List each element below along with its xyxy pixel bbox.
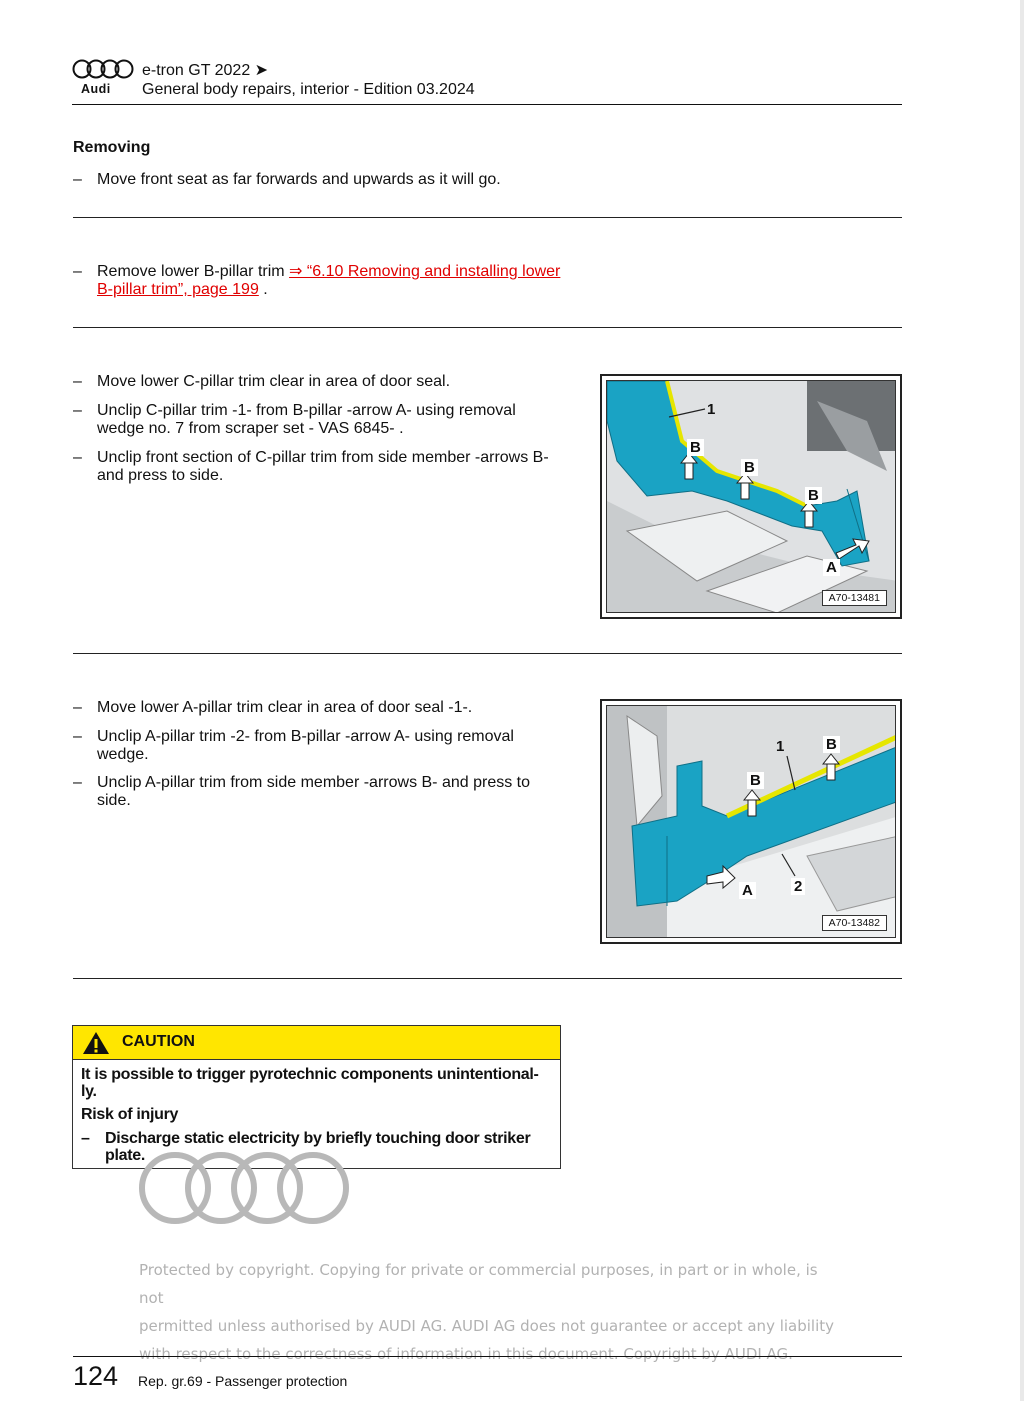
dash: – [81,1130,90,1147]
section-title: Removing [73,139,151,156]
step-text: Unclip A-pillar trim -2- from B-pillar -arrow A- using removal wedge. [97,728,514,763]
illustration-a-pillar [607,706,896,938]
warning-triangle-icon [82,1031,110,1055]
step-text [97,263,567,299]
callout-b: B [687,439,704,456]
callout-1: 1 [776,738,785,755]
caution-step-text: Discharge static electricity by briefly touching door striker plate. [105,1130,531,1164]
copyright-line: permitted unless authorised by AUDI AG. AUDI AG does not guarantee or accept any liability [139,1317,835,1335]
step-text: Unclip front section of C-pillar trim from side member -arrows B- and press to side. [97,449,549,484]
audi-rings-watermark [138,1150,358,1228]
caution-warning: It is possible to trigger pyrotechnic components unintentional-ly. [81,1066,539,1100]
separator [73,217,902,218]
copyright-notice [139,1256,839,1368]
callout-2: 2 [791,878,805,895]
dash: – [73,728,82,745]
callout-a: A [823,559,840,576]
figure-c-pillar-trim [600,374,902,619]
audi-wordmark: Audi [81,82,111,96]
figure-image [606,705,896,938]
dash: – [73,402,82,419]
page-edge [1020,0,1024,1401]
callout-a: A [739,882,756,899]
page-number: 124 [73,1361,119,1391]
callout-b: B [805,487,822,504]
step-text: Unclip A-pillar trim from side member -arrows B- and press to side. [97,774,531,809]
step-text-suffix: . [258,281,268,298]
illustration-c-pillar [607,381,896,613]
figure-image [606,380,896,613]
chapter-title: Rep. gr.69 - Passenger protection [138,1373,348,1389]
caution-body [81,1066,551,1164]
footer-rule [73,1356,902,1357]
copyright-line: with respect to the correctness of information in this document. Copyright by AUDI AG. [139,1345,793,1363]
figure-code: A70-13481 [822,590,887,606]
audi-rings-logo [72,58,134,82]
step-text-prefix: Remove lower B-pillar trim [97,263,290,280]
callout-b: B [823,736,840,753]
caution-header [73,1026,560,1060]
caution-risk: Risk of injury [81,1106,179,1123]
caution-box [72,1025,561,1169]
separator [73,653,902,654]
cross-reference-link[interactable]: ⇒ “6.10 Removing and installing lower B-pillar trim”, page 199 [97,263,561,298]
callout-1: 1 [707,401,716,418]
figure-a-pillar-trim [600,699,902,944]
callout-b: B [741,459,758,476]
figure-code: A70-13482 [822,915,887,931]
manual-title: General body repairs, interior - Edition 03.2024 [142,81,475,98]
step-text: Move lower C-pillar trim clear in area of door seal. [97,373,451,390]
callout-b: B [747,772,764,789]
dash: – [73,449,82,466]
separator [73,978,902,979]
dash: – [73,171,82,188]
caution-label: CAUTION [122,1033,195,1050]
model-line: e-tron GT 2022 ➤ [142,62,269,79]
step-text: Move lower A-pillar trim clear in area of door seal -1-. [97,699,473,716]
dash: – [73,699,82,716]
dash: – [73,774,82,791]
step-text: Move front seat as far forwards and upwards as it will go. [97,171,501,188]
step-text: Unclip C-pillar trim -1- from B-pillar -arrow A- using removal wedge no. 7 from scraper set - VAS 6845- . [97,402,516,437]
dash: – [73,373,82,390]
copyright-line: Protected by copyright. Copying for private or commercial purposes, in part or in whole, is not [139,1261,818,1307]
page-header [72,58,902,105]
dash: – [73,263,82,280]
separator [73,327,902,328]
